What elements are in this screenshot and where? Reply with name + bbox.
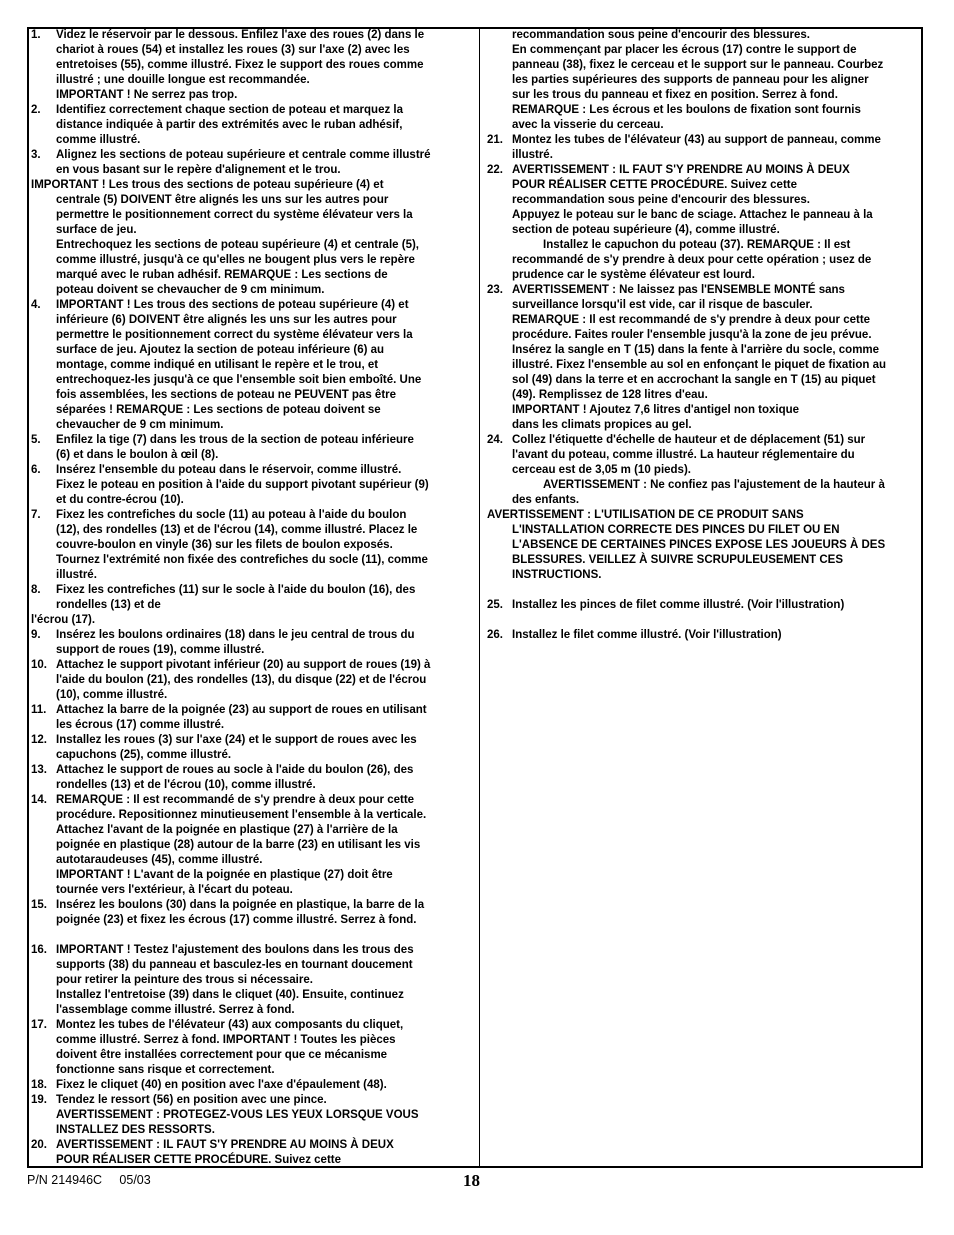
step-text: Videz le réservoir par le dessous. Enfilez l'axe des roues (2) dans le chariot à roues (54) et installez les roues (3) sur l'axe (2) avec les entretoises (55), comme illustré. Fixez le support des roues comme illustré ; une douille longue est recommandée. IMPORTANT ! Ne serrez pas trop. (56, 29, 425, 101)
step-number: 19. (31, 1094, 47, 1106)
step-number: 17. (31, 1019, 47, 1031)
step-2 (31, 103, 471, 148)
page-number: 18 (463, 1171, 480, 1190)
step-number: 1. (31, 29, 41, 41)
step-text: Alignez les sections de poteau supérieure et centrale comme illustré en vous basant sur le repère d'alignement et le trou. (56, 149, 431, 176)
step-15 (31, 898, 471, 928)
right-column (487, 28, 923, 643)
step-8 (31, 583, 471, 613)
step-text: Insérez l'ensemble du poteau dans le réservoir, comme illustré. Fixez le poteau en position à l'aide du support pivotant supérieur (9) et du contre-écrou (10). (56, 464, 429, 506)
step-23 (487, 283, 923, 433)
step-25 (487, 598, 923, 613)
step-number: 22. (487, 164, 503, 176)
step-18 (31, 1078, 471, 1093)
step-text: Montez les tubes de l'élévateur (43) aux composants du cliquet, comme illustré. Serrez à fond. IMPORTANT ! Toutes les pièces doivent être installées correctement pour que ce mécanisme fonctionne sans risque et correctement. (56, 1019, 404, 1076)
step-number: 24. (487, 434, 503, 446)
step-number: 12. (31, 734, 47, 746)
step-10 (31, 658, 471, 703)
important-note-body: centrale (5) DOIVENT être alignés les uns sur les autres pour permettre le positionnement correct du système élévateur vers la surface de jeu. Entrechoquez les sections de poteau supérieure (4) et centrale (5), comme illustré, jusqu'à ce qu'elles ne bougent plus vers le repère marqué avec le ruban adhésif. REMARQUE : Les sections de poteau doivent se chevaucher de 9 cm minimum. (56, 194, 419, 296)
step-8-continuation: l'écrou (17). (31, 614, 96, 626)
step-number: 16. (31, 944, 47, 956)
step-text: Insérez les boulons (30) dans la poignée en plastique, la barre de la poignée (23) et fixez les écrous (17) comme illustré. Serrez à fond. (56, 899, 425, 926)
step-text: Installez les roues (3) sur l'axe (24) et le support de roues avec les capuchons (25), comme illustré. (56, 734, 417, 761)
step-24 (487, 433, 923, 478)
step-19 (31, 1093, 471, 1138)
step-number: 15. (31, 899, 47, 911)
step-number: 18. (31, 1079, 47, 1091)
step-text: REMARQUE : Il est recommandé de s'y prendre à deux pour cette procédure. Repositionnez minutieusement l'ensemble à la verticale. Attachez l'avant de la poignée en plastique (27) à l'arrière de la poignée en plastique (28) autour de la barre (23) en utilisant les vis autotaraudeuses (45), comme illustré. IMPORTANT ! L'avant de la poignée en plastique (27) doit être tournée vers l'extérieur, à l'écart du poteau. (56, 794, 427, 896)
important-note-heading: IMPORTANT ! Les trous des sections de poteau supérieure (4) et (31, 179, 384, 191)
step-16 (31, 943, 471, 1018)
step-text: Tendez le ressort (56) en position avec une pince. AVERTISSEMENT : PROTEGEZ-VOUS LES YEUX LORSQUE VOUS INSTALLEZ DES RESSORTS. (56, 1094, 419, 1136)
part-number-footer: P/N 214946C 05/03 (27, 1173, 151, 1187)
step-number: 25. (487, 599, 503, 611)
step-number: 20. (31, 1139, 47, 1151)
step-20 (31, 1138, 471, 1168)
step-11 (31, 703, 471, 733)
step-text: AVERTISSEMENT : IL FAUT S'Y PRENDRE AU MOINS À DEUX POUR RÉALISER CETTE PROCÉDURE. Suivez cette recommandation sous peine d'encourir des blessures. Appuyez le poteau sur le banc de sciage. Attachez le panneau à la section de poteau supérieure (4), comme illustré. (512, 164, 873, 236)
step-text: Insérez les boulons ordinaires (18) dans le jeu central de trous du support de roues (19), comme illustré. (56, 629, 415, 656)
step-22 (487, 163, 923, 238)
step-number: 23. (487, 284, 503, 296)
step-text: Attachez la barre de la poignée (23) au support de roues en utilisant les écrous (17) comme illustré. (56, 704, 427, 731)
step-number: 26. (487, 629, 503, 641)
step-text: Fixez les contrefiches (11) sur le socle à l'aide du boulon (16), des rondelles (13) et de (56, 584, 416, 611)
step-text: AVERTISSEMENT : IL FAUT S'Y PRENDRE AU MOINS À DEUX POUR RÉALISER CETTE PROCÉDURE. Suivez cette (56, 1139, 394, 1166)
step-number: 5. (31, 434, 41, 446)
step-5 (31, 433, 471, 463)
step-text: Installez le filet comme illustré. (Voir l'illustration) (512, 629, 782, 641)
step-text: Installez les pinces de filet comme illustré. (Voir l'illustration) (512, 599, 845, 611)
step-number: 10. (31, 659, 47, 671)
step-number: 3. (31, 149, 41, 161)
step-text: IMPORTANT ! Les trous des sections de poteau supérieure (4) et inférieure (6) DOIVENT être alignés les uns sur les autres pour permettre le positionnement correct du système élévateur vers la surface de jeu. Ajoutez la section de poteau inférieure (6) au montage, comme indiqué en utilisant le repère et le trou, et entrechoquez-les jusqu'à ce que l'ensemble soit bien emboîté. Une fois assemblées, les sections de poteau ne PEUVENT pas être séparées ! REMARQUE : Les sections de poteau doivent se chevaucher de 9 cm minimum. (56, 299, 422, 431)
step-number: 6. (31, 464, 41, 476)
step-22-note-heading: Installez le capuchon du poteau (37). REMARQUE : Il est (543, 239, 851, 251)
step-text: Attachez le support pivotant inférieur (20) au support de roues (19) à l'aide du boulon (21), des rondelles (13), du disque (22) et de l'écrou (10), comme illustré. (56, 659, 431, 701)
step-12 (31, 733, 471, 763)
step-number: 7. (31, 509, 41, 521)
step-26 (487, 628, 923, 643)
step-22-note-body: recommandé de s'y prendre à deux pour cette opération ; usez de prudence car le système élévateur est lourd. (512, 254, 872, 281)
left-column (31, 28, 471, 1168)
step-text: Enfilez la tige (7) dans les trous de la section de poteau inférieure (6) et dans le boulon à œil (8). (56, 434, 414, 461)
step-20-continuation: recommandation sous peine d'encourir des blessures. En commençant par placer les écrous (17) contre le support de panneau (38), fixez le cerceau et le support sur le panneau. Courbez les parties supérieures des supports de panneau pour les aligner sur les trous du panneau et fixez en position. Serrez à fond. REMARQUE : Les écrous et les boulons de fixation sont fournis avec la visserie du cerceau. (512, 29, 884, 131)
step-9 (31, 628, 471, 658)
step-text: Fixez les contrefiches du socle (11) au poteau à l'aide du boulon (12), des rondelles (13) et de l'écrou (14), comme illustré. Placez le couvre-boulon en vinyle (36) sur les filets de boulon exposés. Tournez l'extrémité non fixée des contrefiches du socle (11), comme illustré. (56, 509, 428, 581)
step-text: IMPORTANT ! Testez l'ajustement des boulons dans les trous des supports (38) du panneau et basculez-les en tournant doucement pour retirer la peinture des trous si nécessaire. Installez l'entretoise (39) dans le cliquet (40). Ensuite, continuez l'assemblage comme illustré. Serrez à fond. (56, 944, 414, 1016)
step-number: 9. (31, 629, 41, 641)
step-number: 4. (31, 299, 41, 311)
step-24-warning: AVERTISSEMENT : Ne confiez pas l'ajustement de la hauteur à (543, 479, 885, 491)
step-17 (31, 1018, 471, 1078)
step-21 (487, 133, 923, 163)
step-13 (31, 763, 471, 793)
step-24-warning-cont: des enfants. (512, 494, 580, 506)
step-14 (31, 793, 471, 898)
step-number: 21. (487, 134, 503, 146)
step-number: 2. (31, 104, 41, 116)
step-text: Fixez le cliquet (40) en position avec l'axe d'épaulement (48). (56, 1079, 387, 1091)
step-number: 14. (31, 794, 47, 806)
step-text: AVERTISSEMENT : Ne laissez pas l'ENSEMBLE MONTÉ sans surveillance lorsqu'il est vide, car il risque de basculer. REMARQUE : Il est recommandé de s'y prendre à deux pour cette procédure. Faites rouler l'ensemble jusqu'à la zone de jeu prévue. Insérez la sangle en T (15) dans la fente à l'arrière du socle, comme illustré. Fixez l'ensemble au sol en enfonçant le piquet de fixation au sol (49) dans la terre et en accrochant la sangle en T (15) au piquet (49). Remplissez de 128 litres d'eau. IMPORTANT ! Ajoutez 7,6 litres d'antigel non toxique dans les climats propices au gel. (512, 284, 887, 431)
step-text: Attachez le support de roues au socle à l'aide du boulon (26), des rondelles (13) et de l'écrou (10), comme illustré. (56, 764, 414, 791)
step-text: Identifiez correctement chaque section de poteau et marquez la distance indiquée à partir des extrémités avec le ruban adhésif, comme illustré. (56, 104, 404, 146)
net-warning-body: L'INSTALLATION CORRECTE DES PINCES DU FILET OU EN L'ABSENCE DE CERTAINES PINCES EXPOSE LES JOUEURS À DES BLESSURES. VEILLEZ À SUIVRE SCRUPULEUSEMENT CES INSTRUCTIONS. (512, 524, 886, 581)
step-number: 11. (31, 704, 47, 716)
column-divider (479, 28, 480, 1167)
step-4 (31, 298, 471, 433)
step-7 (31, 508, 471, 583)
net-warning-heading: AVERTISSEMENT : L'UTILISATION DE CE PRODUIT SANS (487, 509, 804, 521)
step-3 (31, 148, 471, 178)
step-text: Collez l'étiquette d'échelle de hauteur et de déplacement (51) sur l'avant du poteau, comme illustré. La hauteur réglementaire du cerceau est de 3,05 m (10 pieds). (512, 434, 866, 476)
step-1 (31, 28, 471, 103)
step-text: Montez les tubes de l'élévateur (43) au support de panneau, comme illustré. (512, 134, 881, 161)
step-number: 8. (31, 584, 41, 596)
step-6 (31, 463, 471, 508)
step-number: 13. (31, 764, 47, 776)
